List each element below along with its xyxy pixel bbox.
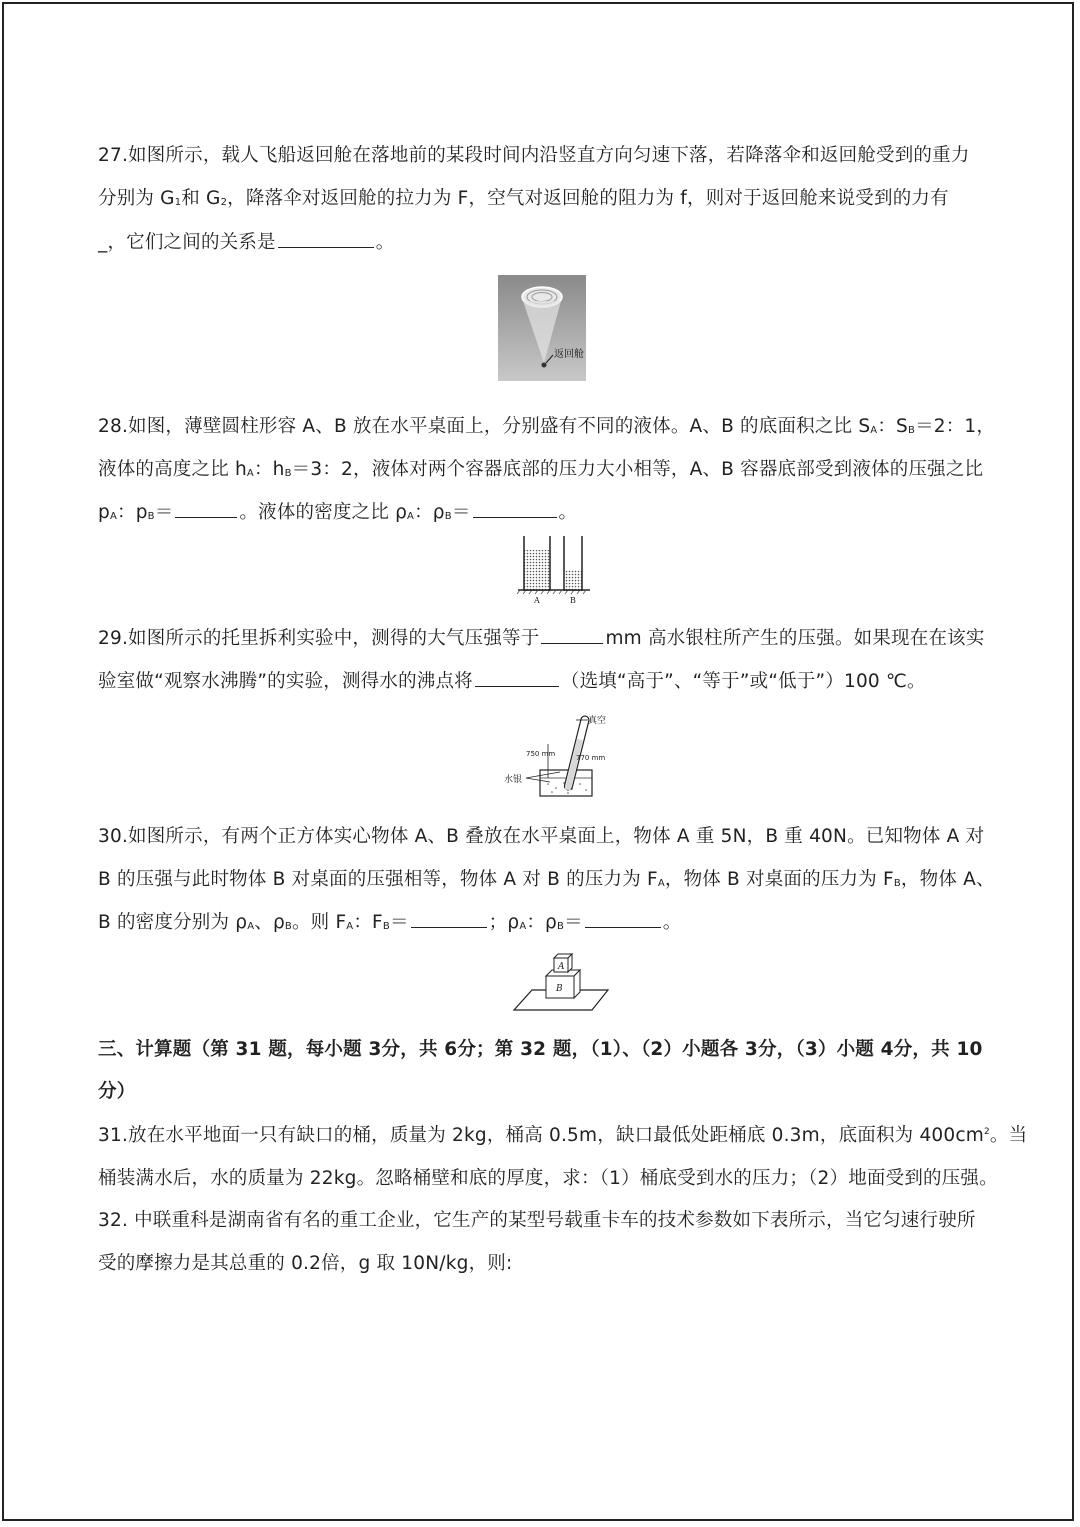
q30-text-1: 30.如图所示，有两个正方体实心物体 A、B 叠放在水平桌面上，物体 A 重 5N，B 重 40N。已知物体 A 对 xyxy=(98,826,985,847)
q27-text-3b: 。 xyxy=(375,232,395,253)
fig-label-block-B: B xyxy=(556,984,563,994)
q28-text-3e: ：ρ xyxy=(414,502,445,523)
q27-line1 xyxy=(98,141,970,167)
q28-line1 xyxy=(98,412,995,438)
q31-text-2: 桶装满水后，水的质量为 22kg。忽略桶壁和底的厚度，求：（1）桶底受到水的压力；（2）地面受到的压强。 xyxy=(98,1168,998,1189)
q27-text-2c: ，降落伞对返回舱的拉力为 F，空气对返回舱的阻力为 f，则对于返回舱来说受到的力有 xyxy=(227,188,949,209)
q30-sub-rB: B xyxy=(284,921,292,932)
q30-line3 xyxy=(98,908,681,934)
q28-sub-pA: A xyxy=(109,511,117,522)
containers-figure xyxy=(514,534,594,606)
q27-text-1: 27.如图所示，载人飞船返回舱在落地前的某段时间内沿竖直方向匀速下落，若降落伞和返回舱受到的重力 xyxy=(98,145,970,166)
q30-sub-FB2: B xyxy=(382,921,390,932)
q30-density-ratio-blank[interactable] xyxy=(585,909,661,928)
q28-sub-hA: A xyxy=(246,468,254,479)
fig-label-mercury: 水银 xyxy=(504,775,523,785)
q31-sup: 2 xyxy=(983,1127,990,1137)
q28-text-3a: p xyxy=(98,502,110,523)
q29-text-2a: 验室做“观察水沸腾”的实验，测得水的沸点将 xyxy=(98,671,473,692)
q28-sub-rA: A xyxy=(407,511,415,522)
q32-text-2: 受的摩擦力是其总重的 0.2倍，g 取 10N/kg，则: xyxy=(98,1253,513,1274)
q27-line3 xyxy=(98,228,394,254)
q29-line1 xyxy=(98,624,985,650)
q30-text-2b: ，物体 B 对桌面的压力为 F xyxy=(664,869,894,890)
q31-text-1b: 。当 xyxy=(989,1125,1028,1146)
q30-text-3d: ：F xyxy=(353,912,383,933)
q28-text-2c: ＝3：2，液体对两个容器底部的压力大小相等，A、B 容器底部受到液体的压强之比 xyxy=(291,459,984,480)
q28-density-ratio-blank[interactable] xyxy=(473,499,557,518)
q28-sub-hB: B xyxy=(284,468,292,479)
q30-text-2c: ，物体 A、 xyxy=(900,869,995,890)
q30-sub-rB2: B xyxy=(557,921,565,932)
fig-label-750: 750 mm xyxy=(526,750,556,758)
q28-text-1b: ：S xyxy=(877,416,908,437)
q30-text-3i: 。 xyxy=(662,912,682,933)
q30-sub-rA2: A xyxy=(519,921,527,932)
fig-label-B: B xyxy=(570,596,576,605)
q28-text-3c: ＝ xyxy=(154,502,174,523)
q30-text-3c: 。则 F xyxy=(291,912,347,933)
q30-sub-FA: A xyxy=(657,878,665,889)
q27-text-2a: 分别为 G xyxy=(98,188,175,209)
q29-text-1b: mm 高水银柱所产生的压强。如果现在在该实 xyxy=(605,628,985,649)
q30-line2 xyxy=(98,865,995,891)
q28-sub-rB: B xyxy=(444,511,452,522)
q27-text-2b: 和 G xyxy=(181,188,221,209)
q30-sub-rA: A xyxy=(247,921,255,932)
q31-text-1a: 31.放在水平地面一只有缺口的桶，质量为 2kg，桶高 0.5m，缺口最低处距桶底 0.3m，底面积为 400cm xyxy=(98,1125,984,1146)
q28-text-3d: 。液体的密度之比 ρ xyxy=(239,502,408,523)
q30-text-2a: B 的压强与此时物体 B 对桌面的压强相等，物体 A 对 B 的压力为 F xyxy=(98,869,658,890)
q29-line2 xyxy=(98,667,926,693)
q29-text-1a: 29.如图所示的托里拆利实验中，测得的大气压强等于 xyxy=(98,628,540,649)
q29-boiling-blank[interactable] xyxy=(475,668,559,687)
q31-line2 xyxy=(98,1164,998,1190)
fig-label-770: 770 mm xyxy=(576,754,606,762)
q28-text-2b: ：h xyxy=(253,459,285,480)
q28-sub-sA: A xyxy=(870,425,878,436)
q27-sub-2: 2 xyxy=(220,197,228,208)
q28-text-3f: ＝ xyxy=(451,502,471,523)
q30-sub-FA2: A xyxy=(346,921,354,932)
section3-text-1: 三、计算题（第 31 题，每小题 3分，共 6分；第 32 题，（1）、（2）小题各 3分，（3）小题 4分，共 10 xyxy=(98,1039,983,1060)
q32-text-1: 32. 中联重科是湖南省有名的重工企业，它生产的某型号载重卡车的技术参数如下表所示，当它匀速行驶所 xyxy=(98,1210,976,1231)
q30-text-3g: ：ρ xyxy=(526,912,558,933)
fig-label-A: A xyxy=(534,596,540,605)
q28-sub-pB: B xyxy=(147,511,155,522)
q30-text-3h: ＝ xyxy=(564,912,583,933)
q30-line1 xyxy=(98,822,984,848)
q30-force-ratio-blank[interactable] xyxy=(411,909,487,928)
q28-sub-sB: B xyxy=(908,425,916,436)
q28-pressure-ratio-blank[interactable] xyxy=(175,499,237,518)
fig-label-block-A: A xyxy=(558,962,565,972)
q27-answer-blank[interactable] xyxy=(278,229,374,248)
q30-text-3f: ；ρ xyxy=(488,912,520,933)
q28-text-1c: ＝2：1， xyxy=(915,416,996,437)
q28-text-2a: 液体的高度之比 h xyxy=(98,459,247,480)
q31-line1 xyxy=(98,1121,1027,1147)
fig-label-vacuum: 真空 xyxy=(588,716,607,726)
q32-line2 xyxy=(98,1249,512,1275)
q28-text-1a: 28.如图，薄壁圆柱形容 A、B 放在水平桌面上，分别盛有不同的液体。A、B 的底面积之比 S xyxy=(98,416,871,437)
section3-heading-line1 xyxy=(98,1035,983,1061)
q27-text-3a: _，它们之间的关系是 xyxy=(98,232,276,253)
q28-text-3g: 。 xyxy=(558,502,578,523)
stacked-blocks-figure xyxy=(512,946,612,1012)
q29-text-2b: （选填“高于”、“等于”或“低于”）100 ℃。 xyxy=(560,671,926,692)
q28-line2 xyxy=(98,455,983,481)
q28-text-3b: ：p xyxy=(117,502,148,523)
q27-line2 xyxy=(98,184,949,210)
q30-text-3b: 、ρ xyxy=(254,912,285,933)
q29-pressure-blank[interactable] xyxy=(541,625,603,644)
q30-text-3a: B 的密度分别为 ρ xyxy=(98,912,248,933)
q27-sub-1: 1 xyxy=(174,197,182,208)
q28-line3 xyxy=(98,498,577,524)
parachute-figure xyxy=(498,275,586,381)
q30-text-3e: ＝ xyxy=(389,912,409,933)
section3-text-2: 分） xyxy=(98,1081,136,1102)
q32-line1 xyxy=(98,1206,976,1232)
torricelli-figure xyxy=(498,708,610,800)
fig-label-capsule: 返回舱 xyxy=(554,349,584,360)
section3-heading-line2 xyxy=(98,1077,135,1103)
q30-sub-FB: B xyxy=(893,878,901,889)
